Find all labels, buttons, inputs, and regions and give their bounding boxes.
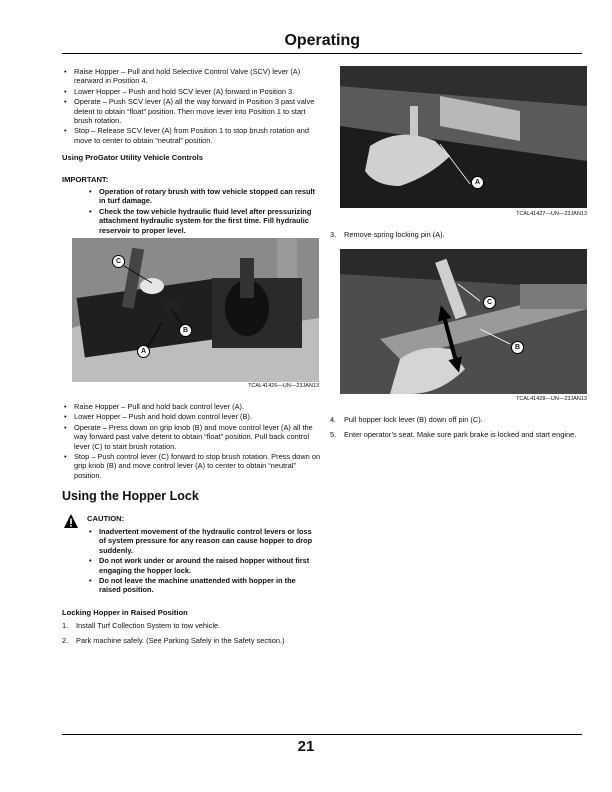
important-label: IMPORTANT: [62,175,109,184]
top-bullets [62,67,322,146]
step-number: 1. [62,621,69,630]
hopper-lock-lever-photo [340,249,587,394]
caution-bullets [87,527,319,596]
list-item: • Lower Hopper – Push and hold SCV lever (A) forward in Position 3. [62,87,322,96]
step-text: Park machine safely. (See Parking Safely in the Safety section.) [76,636,285,646]
list-item: • Operate – Push SCV lever (A) all the way forward in Position 3 past valve detent to obtain “float” position. Then move lever into Position 1 to start brush rotation. [62,97,322,125]
locking-pin-photo [340,66,587,208]
list-item: • Do not work under or around the raised hopper without first engaging the hopper lock. [87,556,319,575]
list-item: • Raise Hopper – Pull and hold back control lever (A). [62,402,322,411]
figure1-caption: TCAL41426—UN—23JAN13 [248,383,319,389]
callout-a: A [137,345,150,358]
list-item: • Stop – Release SCV lever (A) from Position 1 to stop brush rotation and move to center to obtain “neutral” position. [62,126,322,145]
list-item: • Raise Hopper – Pull and hold Selective Control Valve (SCV) lever (A) rearward in Position 4. [62,67,322,86]
page-title: Operating [284,32,360,49]
list-item: • Check the tow vehicle hydraulic fluid level after pressurizing attachment hydraulic system for the first time. Fill hydraulic reservoir to proper level. [87,207,319,235]
figure3-caption: TCAL41428—UN—23JAN13 [516,396,587,402]
callout-a: A [471,176,484,189]
step-number: 4. [330,415,337,424]
step-text: Remove spring locking pin (A). [344,230,445,239]
callout-b: B [179,324,192,337]
right-steps [330,415,585,446]
step-number: 2. [62,636,69,646]
list-item: • Inadvertent movement of the hydraulic control levers or loss of system pressure for any reason can cause hopper to drop suddenly. [87,527,319,555]
list-item [330,430,585,439]
list-item: • Operation of rotary brush with tow vehicle stopped can result in turf damage. [87,187,319,206]
control-levers-photo [72,238,319,382]
figure2-caption: TCAL41427—UN—23JAN13 [516,211,587,217]
locking-heading: Locking Hopper in Raised Position [62,608,188,617]
step-number: 3. [330,230,337,239]
warning-icon [63,513,79,529]
important-bullets [87,187,319,236]
list-item [330,415,585,424]
callout-c: C [112,255,125,268]
step-text: Enter operator’s seat. Make sure park brake is locked and start engine. [344,430,577,440]
step-text: Install Turf Collection System to tow vehicle. [76,621,221,630]
progator-heading: Using ProGator Utility Vehicle Controls [62,153,203,162]
left-steps [62,621,322,652]
step-number: 5. [330,430,337,440]
callout-c: C [483,296,496,309]
caution-label: CAUTION: [87,514,125,523]
hopper-lock-heading: Using the Hopper Lock [62,489,199,503]
mid-bullets [62,402,322,481]
list-item [62,621,322,630]
list-item: • Lower Hopper – Push and hold down control lever (B). [62,412,322,421]
list-item [330,230,585,239]
list-item: • Do not leave the machine unattended with hopper in the raised position. [87,576,319,595]
step-text: Pull hopper lock lever (B) down off pin (C). [344,415,483,424]
list-item: • Operate – Press down on grip knob (B) and move control lever (A) all the way forward past valve detent to obtain “float” position. Pull back control lever (C) to start brush rotation. [62,423,322,451]
page-number: 21 [297,738,315,755]
header-rule [62,53,582,54]
footer-rule [62,734,582,735]
list-item: • Stop – Push control lever (C) forward to stop brush rotation. Press down on grip knob (B) and move control lever (A) to center to obtain “neutral” position. [62,452,322,480]
step3 [330,230,585,245]
callout-b: B [511,341,524,354]
list-item [62,636,322,645]
